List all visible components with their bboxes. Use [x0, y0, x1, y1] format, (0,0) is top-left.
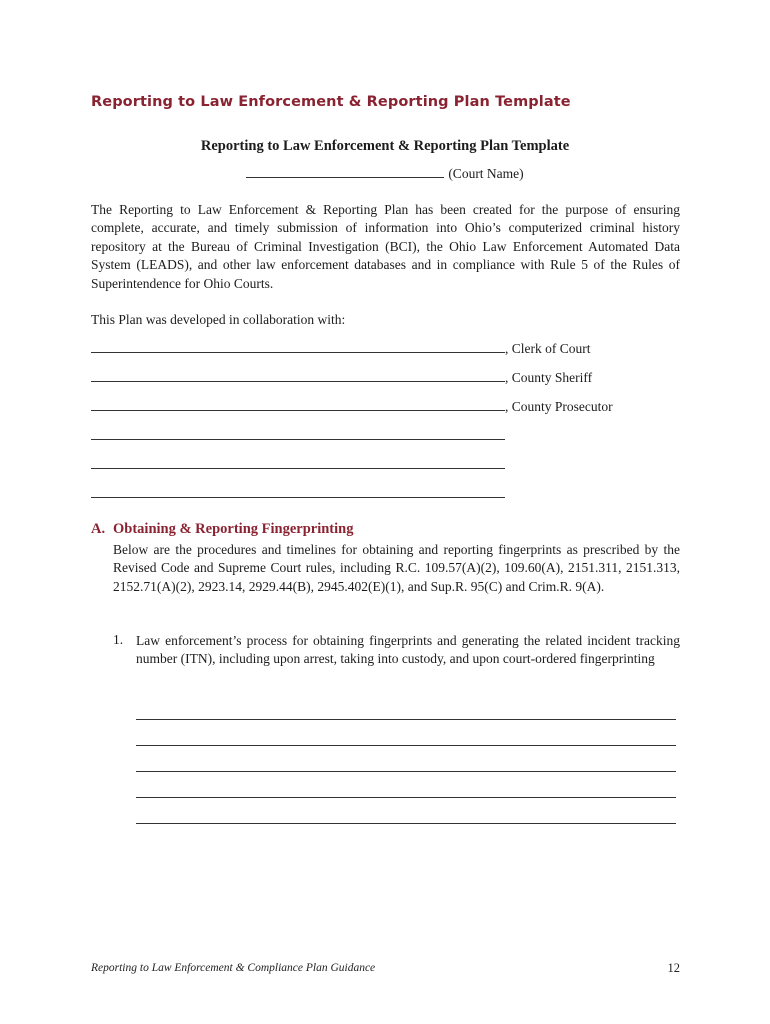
answer-line[interactable]: [136, 719, 676, 720]
answer-line[interactable]: [136, 771, 676, 772]
section-a-title: Obtaining & Reporting Fingerprinting: [113, 521, 354, 537]
collaborator-blank[interactable]: [91, 398, 505, 411]
answer-line[interactable]: [136, 745, 676, 746]
intro-paragraph: The Reporting to Law Enforcement & Reporting Plan has been created for the purpose of ensuring complete, accurate, and timely submission of information into Ohio’s computerized criminal history repository at the Bureau of Criminal Investigation (BCI), the Ohio Law Enforcement Automated Data System (LEADS), and other law enforcement databases and in compliance with Rule 5 of the Rules of Superintendence for Ohio Courts.: [91, 202, 680, 291]
answer-line[interactable]: [136, 823, 676, 824]
collaborator-role: , Clerk of Court: [505, 341, 591, 356]
collaborator-role: , County Sheriff: [505, 370, 593, 385]
item-number: 1.: [113, 632, 124, 647]
collaborator-role: , County Prosecutor: [505, 399, 613, 414]
court-name-blank[interactable]: [246, 165, 444, 178]
collaborator-row: [91, 340, 591, 358]
collaborator-blank[interactable]: [91, 340, 505, 353]
page-header-title: Reporting to Law Enforcement & Reporting Plan Template: [91, 94, 571, 110]
collaborator-blank[interactable]: [91, 485, 505, 498]
collaboration-intro: This Plan was developed in collaboration with:: [91, 312, 346, 327]
collaborator-row: [91, 485, 505, 503]
document-title: Reporting to Law Enforcement & Reporting Plan Template: [200, 138, 570, 154]
answer-line[interactable]: [136, 797, 676, 798]
collaborator-row: [91, 456, 505, 474]
footer-guidance-title: Reporting to Law Enforcement & Compliance Plan Guidance: [91, 962, 376, 974]
collaborator-blank[interactable]: [91, 456, 505, 469]
collaborator-blank[interactable]: [91, 369, 505, 382]
page-number: 12: [667, 961, 680, 975]
section-a-heading: [91, 521, 353, 538]
section-a-body: Below are the procedures and timelines for obtaining and reporting fingerprints as prescribed by the Revised Code and Supreme Court rules, including R.C. 109.57(A)(2), 109.60(A), 2151.311, 2151.313, 2152.71(A)(2), 2923.14, 2929.44(B), 2945.402(E)(1), and Sup.R. 95(C) and Crim.R. 9(A).: [113, 542, 680, 594]
court-name-line: [0, 165, 770, 182]
item-text: Law enforcement’s process for obtaining fingerprints and generating the related incident tracking number (ITN), including upon arrest, taking into custody, and upon court-ordered fingerprinting: [136, 633, 680, 667]
court-name-label: (Court Name): [448, 166, 524, 181]
collaborator-row: [91, 369, 592, 387]
section-a-letter: A.: [91, 521, 106, 537]
collaborator-blank[interactable]: [91, 427, 505, 440]
collaborator-row: [91, 427, 505, 445]
collaborator-row: [91, 398, 613, 416]
